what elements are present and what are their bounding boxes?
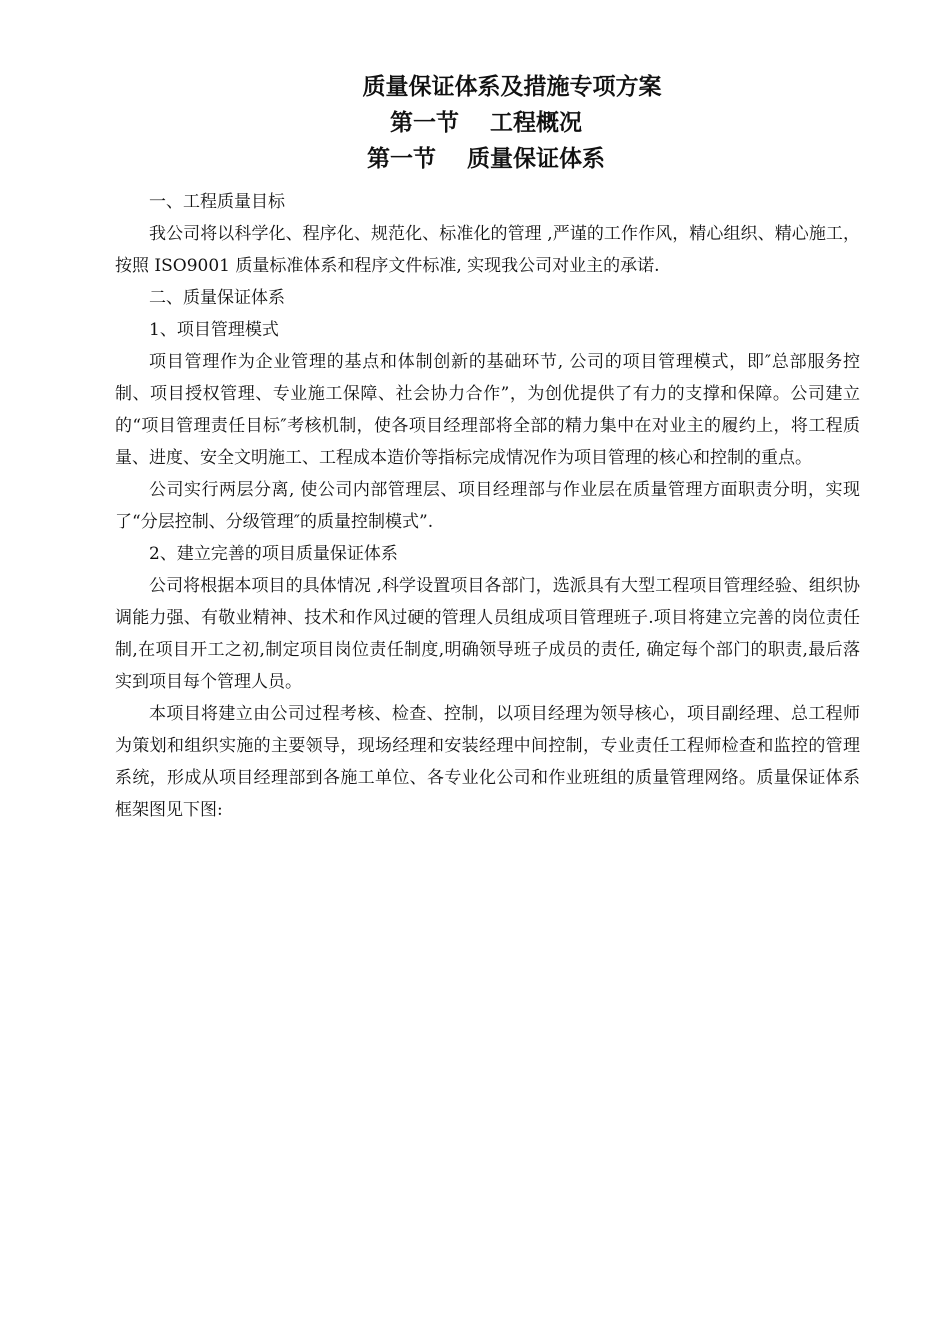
section-heading-quality-system: 第一节 质量保证体系 bbox=[366, 145, 605, 172]
heading-management-mode: 1、项目管理模式 bbox=[149, 320, 279, 340]
paragraph-departments: 公司将根据本项目的具体情况 ,科学设置项目各部门，选派具有大型工程项目管理经验、组织协调能力强、有敬业精神、技术和作风过硬的管理人员组成项目管理班子.项目将建立完善的岗位责任制,在项目开工之初,制定项目岗位责任制度,明确领导班子成员的责任, 确定每个部门的职责,最后落实到项目每个管理人员。 bbox=[115, 576, 860, 692]
heading-quality-system: 二、质量保证体系 bbox=[149, 288, 285, 308]
heading-quality-goal: 一、工程质量目标 bbox=[149, 192, 285, 212]
paragraph-management-network: 本项目将建立由公司过程考核、检查、控制，以项目经理为领导核心，项目副经理、总工程师为策划和组织实施的主要领导，现场经理和安装经理中间控制，专业责任工程师检查和监控的管理系统，形成从项目经理部到各施工单位、各专业化公司和作业班组的质量管理网络。质量保证体系框架图见下图: bbox=[115, 704, 860, 820]
heading-build-system: 2、建立完善的项目质量保证体系 bbox=[149, 544, 398, 564]
paragraph-two-layer: 公司实行两层分离, 使公司内部管理层、项目经理部与作业层在质量管理方面职责分明，实现了“分层控制、分级管理″的质量控制模式”. bbox=[115, 480, 860, 532]
section-heading-overview: 第一节 工程概况 bbox=[389, 109, 582, 136]
document-title: 质量保证体系及措施专项方案 bbox=[362, 73, 662, 100]
paragraph-management-mode: 项目管理作为企业管理的基点和体制创新的基础环节, 公司的项目管理模式，即″总部服务控制、项目授权管理、专业施工保障、社会协力合作”，为创优提供了有力的支撑和保障。公司建立的“项目管理责任目标″考核机制，使各项目经理部将全部的精力集中在对业主的履约上，将工程质量、进度、安全文明施工、工程成本造价等指标完成情况作为项目管理的核心和控制的重点。 bbox=[115, 352, 860, 468]
paragraph-quality-goal: 我公司将以科学化、程序化、规范化、标准化的管理 ,严谨的工作作风，精心组织、精心施工，按照 ISO9001 质量标准体系和程序文件标准, 实现我公司对业主的承诺. bbox=[115, 224, 860, 276]
document-body bbox=[115, 186, 860, 826]
